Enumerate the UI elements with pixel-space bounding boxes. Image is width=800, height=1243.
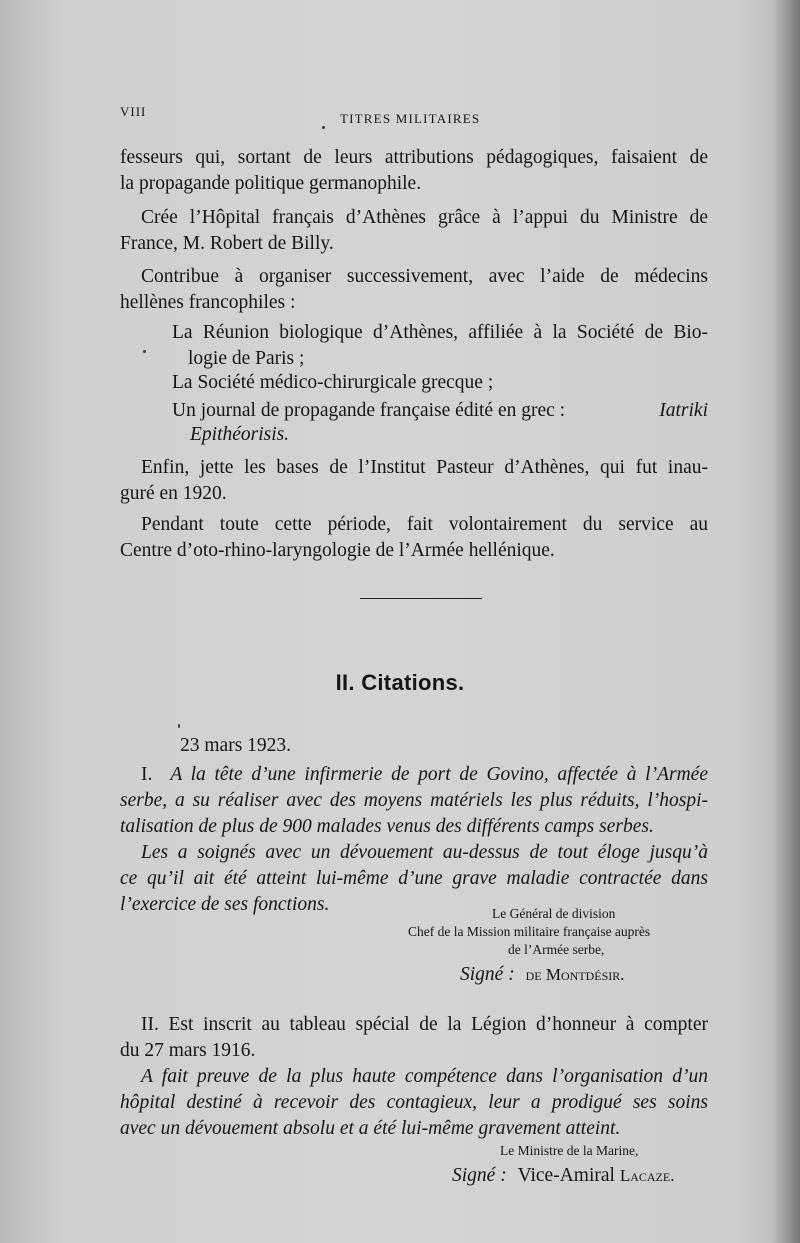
section-divider [360,598,482,599]
list-item-3-text: Un journal de propagande française édité en grec : [172,400,566,421]
citation-2-line-1: II. Est inscrit au tableau spécial de la Légion d’honneur à compter [141,1014,708,1035]
citation-2-line-5: avec un dévouement absolu et a été lui-même gravement atteint. [120,1118,621,1139]
list-item-1-line-1: La Réunion biologique d’Athènes, affiliée à la Société de Bio- [172,322,708,343]
list-item-1-line-2: logie de Paris ; [188,348,305,369]
citation-1-line-2: serbe, a su réaliser avec des moyens matériels les plus réduits, l’hospi- [120,790,708,811]
section-title: II. Citations. [335,670,465,695]
page-number: VIII [120,104,147,119]
citation-1-line-6: l’exercice de ses fonctions. [120,894,330,915]
citation-2-line-4: hôpital destiné à recevoir des contagieux, leur a prodigué ses soins [120,1092,708,1113]
journal-title-part-2: Epithéorisis. [190,424,290,445]
citation-2-signatory-title: Le Ministre de la Marine, [500,1143,639,1158]
enfin-line-1: Enfin, jette les bases de l’Institut Pasteur d’Athènes, qui fut inau- [141,457,708,478]
print-speck [322,126,325,129]
running-title: TITRES MILITAIRES [340,111,481,126]
intro-line-1: fesseurs qui, sortant de leurs attributions pédagogiques, faisaient de [120,147,708,168]
page-edge-shadow [772,0,800,1243]
citation-1-line-5: ce qu’il ait été atteint lui-même d’une grave maladie contractée dans [120,868,708,889]
enfin-line-2: guré en 1920. [120,483,227,504]
intro-line-2: la propagande politique germanophile. [120,173,422,194]
citation-2-signer-rank: Vice-Amiral [517,1165,615,1186]
journal-title-part-1: Iatriki [659,400,708,421]
contribue-line-1: Contribue à organiser successivement, avec l’aide de médecins [141,266,708,287]
contribue-line-2: hellènes francophiles : [120,292,296,313]
citation-2-signature [452,1161,674,1191]
citation-1-signatory-title-2: Chef de la Mission militaire française auprès [408,924,651,939]
signe-label-2: Signé : [452,1165,507,1186]
hopital-line-1: Crée l’Hôpital français d’Athènes grâce à l’appui du Ministre de [141,207,708,228]
citation-1-line-3: talisation de plus de 900 malades venus des différents camps serbes. [120,816,654,837]
citation-1-signer: de Montdésir. [525,965,625,984]
print-speck [143,350,146,353]
citation-1-signature [460,960,625,990]
citation-1-date: 23 mars 1923. [180,735,292,756]
list-item-2: La Société médico-chirurgicale grecque ; [172,372,494,393]
citation-1-numeral: I. [141,764,153,785]
print-speck [178,724,180,728]
signe-label: Signé : [460,964,515,985]
pendant-line-1: Pendant toute cette période, fait volontairement du service au [141,514,708,535]
citation-2-signer-name: Lacaze. [619,1166,675,1185]
hopital-line-2: France, M. Robert de Billy. [120,233,334,254]
citation-1-line-4: Les a soignés avec un dévouement au-dessus de tout éloge jusqu’à [141,842,708,863]
citation-1-signatory-title-3: de l’Armée serbe, [508,942,605,957]
citation-2-line-3: A fait preuve de la plus haute compétence dans l’organisation d’un [141,1066,708,1087]
citation-1-signatory-title-1: Le Général de division [492,906,616,921]
pendant-line-2: Centre d’oto-rhino-laryngologie de l’Armée hellénique. [120,540,555,561]
citation-2-line-2: du 27 mars 1916. [120,1040,256,1061]
citation-1-text-1: A la tête d’une infirmerie de port de Govino, affectée à l’Armée [170,764,708,785]
